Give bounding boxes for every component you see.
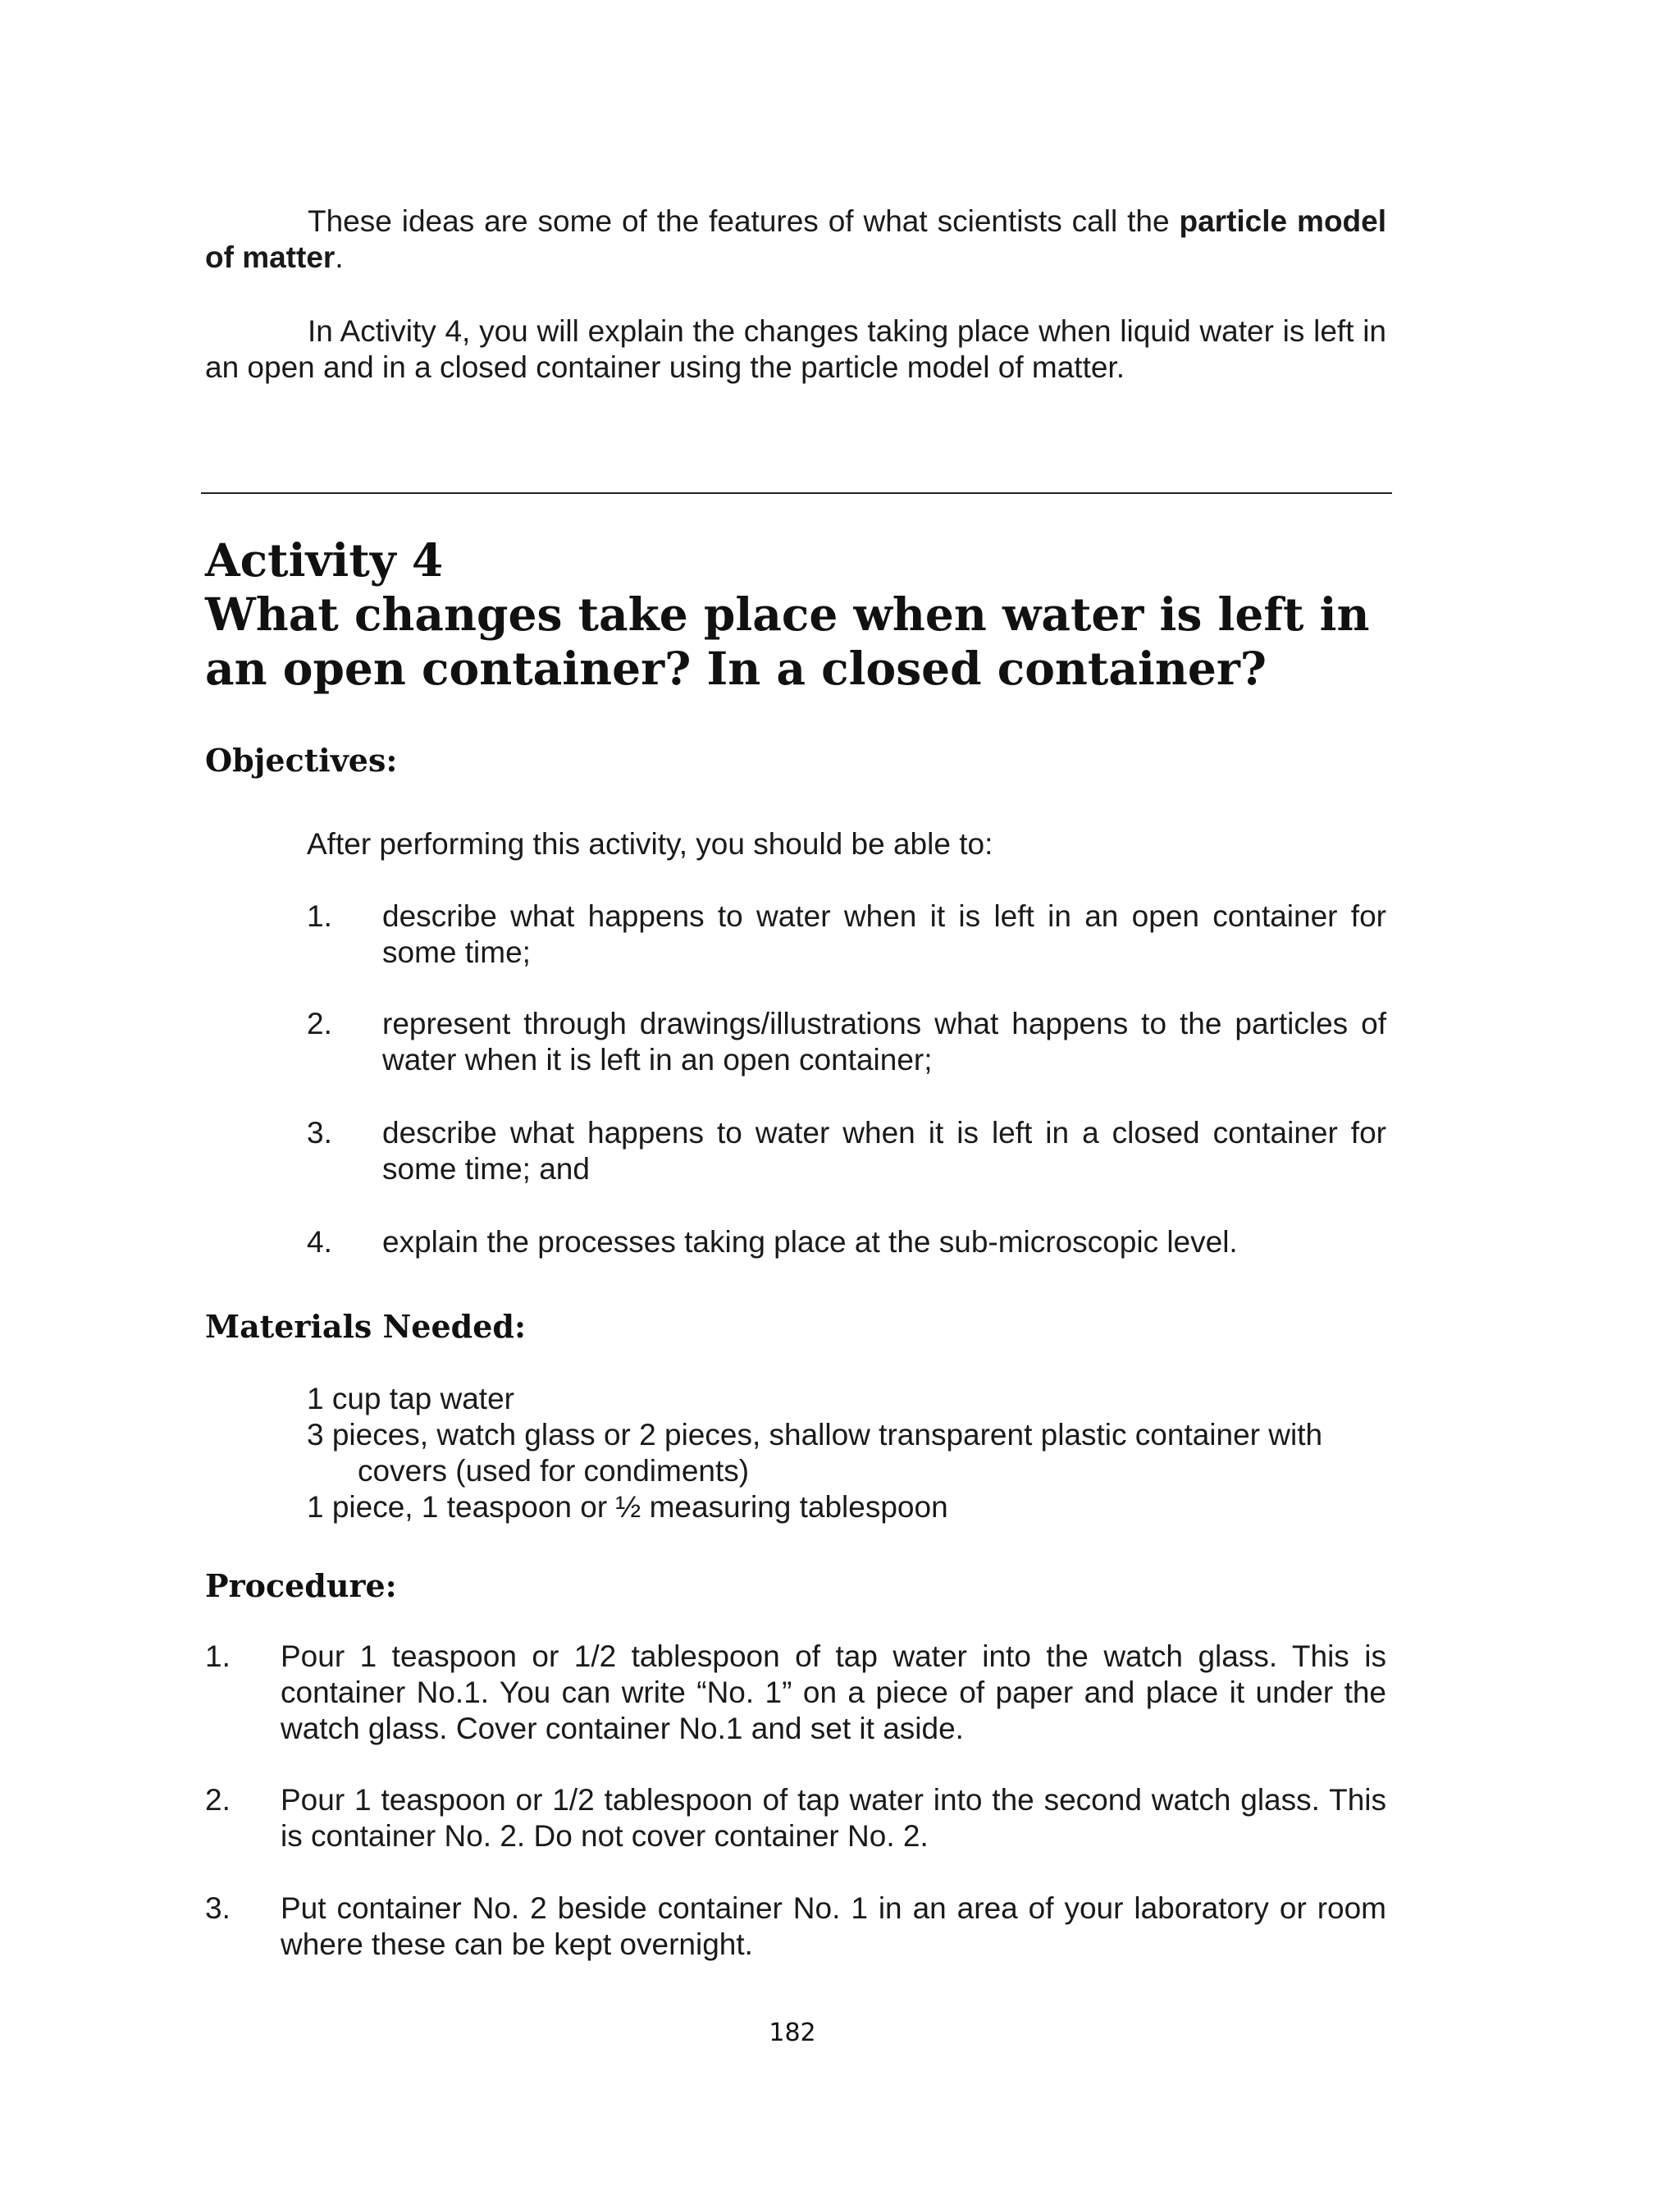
- material-item: 1 piece, 1 teaspoon or ½ measuring tablespoon: [307, 1490, 948, 1524]
- objective-number: 1.: [307, 899, 332, 933]
- procedure-step-text: Put container No. 2 beside container No. 1 in an area of your laboratory or room where these can be kept overnight.: [281, 1891, 1386, 1961]
- procedure-step: [205, 1639, 1386, 1747]
- intro-p1-end: .: [335, 240, 344, 274]
- activity-heading: [205, 533, 1403, 696]
- procedure-step-number: 2.: [205, 1783, 231, 1817]
- page-number: 182: [769, 2019, 816, 2047]
- objective-item: [307, 898, 1386, 971]
- objectives-lead: After performing this activity, you should be able to:: [307, 827, 993, 861]
- material-item-continuation: covers (used for condiments): [358, 1454, 750, 1488]
- intro-paragraph-2: [205, 313, 1386, 386]
- objective-item: [307, 1224, 1386, 1260]
- section-divider: [201, 492, 1392, 494]
- material-item: 1 cup tap water: [307, 1382, 514, 1415]
- intro-p2-text: In Activity 4, you will explain the changes taking place when liquid water is left in an open and in a closed container using the particle model of matter.: [205, 314, 1386, 384]
- intro-p1-bold-term: particle model of matter: [205, 204, 1387, 274]
- objective-text: describe what happens to water when it is left in an open container for some time;: [382, 899, 1386, 969]
- objective-text: represent through drawings/illustrations what happens to the particles of water when it is left in an open container;: [382, 1007, 1386, 1077]
- procedure-step-text: Pour 1 teaspoon or 1/2 tablespoon of tap water into the second watch glass. This is container No. 2. Do not cover container No. 2.: [281, 1783, 1386, 1853]
- objectives-heading: Objectives:: [205, 742, 398, 779]
- objective-number: 3.: [307, 1116, 332, 1150]
- procedure-step: [205, 1782, 1386, 1854]
- materials-heading: Materials Needed:: [205, 1308, 526, 1345]
- procedure-heading: Procedure:: [205, 1567, 397, 1604]
- procedure-step-number: 1.: [205, 1639, 231, 1673]
- objective-text: describe what happens to water when it is left in a closed container for some time; and: [382, 1116, 1386, 1186]
- procedure-step: [205, 1891, 1386, 1963]
- procedure-step-text: Pour 1 teaspoon or 1/2 tablespoon of tap water into the watch glass. This is container No.1. You can write “No. 1” on a piece of paper and place it under the watch glass. Cover container No.1 and set it aside.: [281, 1639, 1386, 1745]
- material-item: 3 pieces, watch glass or 2 pieces, shallow transparent plastic container with: [307, 1418, 1323, 1452]
- intro-paragraph-1: [205, 203, 1386, 276]
- objective-item: [307, 1115, 1386, 1187]
- objective-text: explain the processes taking place at the sub-microscopic level.: [382, 1225, 1238, 1259]
- objective-number: 2.: [307, 1007, 332, 1040]
- procedure-step-number: 3.: [205, 1891, 231, 1925]
- activity-label: Activity 4: [205, 533, 444, 587]
- activity-title: What changes take place when water is left in an open container? In a closed container?: [205, 588, 1370, 695]
- intro-p1-text: These ideas are some of the features of what scientists call the: [308, 204, 1180, 238]
- objective-item: [307, 1006, 1386, 1078]
- objective-number: 4.: [307, 1225, 332, 1259]
